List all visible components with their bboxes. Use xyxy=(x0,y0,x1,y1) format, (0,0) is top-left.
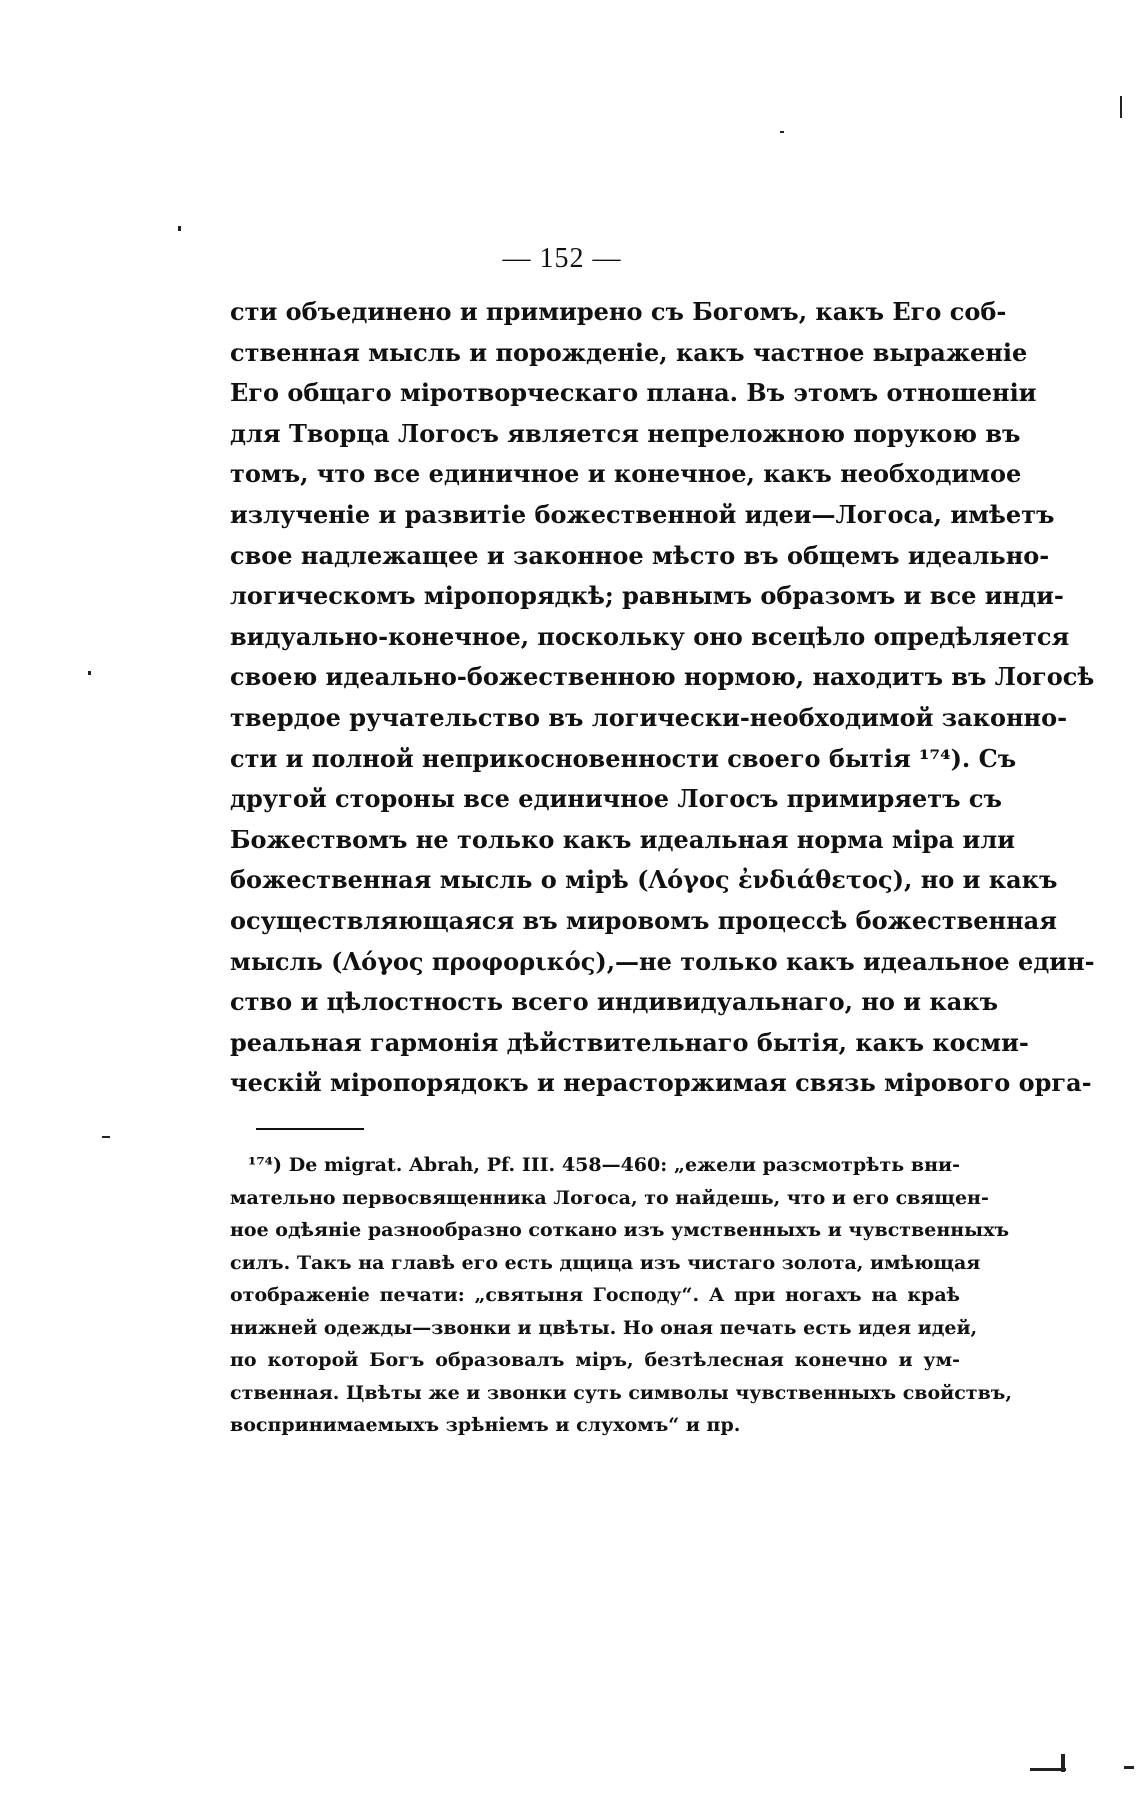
text-line: томъ, что все единичное и конечное, какъ необходимое xyxy=(230,459,1022,489)
text-line: осуществляющаяся въ мировомъ процессѣ божественная xyxy=(230,905,1057,935)
footnote-line: ное одѣяніе разнообразно соткано изъ умственныхъ и чувственныхъ xyxy=(230,1219,1010,1241)
footnote-line: отображеніе печати: „святыня Господу“. А при ногахъ на краѣ xyxy=(230,1284,960,1306)
text-line: божественная мысль о мірѣ (Λόγος ἐνδιάθετος), но и какъ xyxy=(230,865,1058,895)
footnote-line: ¹⁷⁴) De migrat. Abrah, Pf. III. 458—460: „ежели разсмотрѣть вни- xyxy=(248,1154,960,1176)
footnote-line: мательно первосвященника Логоса, то найдешь, что и его священ- xyxy=(230,1186,989,1209)
scan-speck xyxy=(178,226,181,231)
text-line: сти и полной неприкосновенности своего бытія ¹⁷⁴). Съ xyxy=(230,743,1017,773)
text-line: видуально-конечное, поскольку оно всецѣло опредѣляется xyxy=(230,621,1070,651)
page-number: — 152 — xyxy=(502,243,622,274)
footnote-line: воспринимаемыхъ зрѣніемъ и слухомъ“ и пр. xyxy=(230,1414,741,1436)
scan-speck xyxy=(102,1136,110,1138)
main-text xyxy=(230,292,1095,1104)
footnote-divider xyxy=(256,1128,364,1130)
text-line: логическомъ міропорядкѣ; равнымъ образомъ и все инди- xyxy=(230,581,1064,611)
text-line: Его общаго міротворческаго плана. Въ этомъ отношеніи xyxy=(230,378,1037,408)
text-line: для Творца Логосъ является непреложною порукою въ xyxy=(230,418,1021,448)
footnote-line: ственная. Цвѣты же и звонки суть символы чувственныхъ свойствъ, xyxy=(230,1381,1012,1404)
text-line: своею идеально-божественною нормою, находитъ въ Логосѣ xyxy=(230,662,1095,692)
text-line: ство и цѣлостность всего индивидуальнаго, но и какъ xyxy=(230,987,999,1017)
scan-speck xyxy=(1124,1766,1134,1769)
footnote-line: по которой Богъ образовалъ міръ, безтѣлесная конечно и ум- xyxy=(230,1349,960,1371)
scan-speck xyxy=(1061,1754,1065,1772)
footnote-line: силъ. Такъ на главѣ его есть дщица изъ чистаго золота, имѣющая xyxy=(230,1251,981,1274)
footnote xyxy=(230,1149,1012,1442)
text-line: сти объединено и примирено съ Богомъ, какъ Его соб- xyxy=(230,297,1007,326)
text-line: излученіе и развитіе божественной идеи—Логоса, имѣетъ xyxy=(230,499,1055,529)
scan-speck xyxy=(88,671,91,675)
text-line: реальная гармонія дѣйствительнаго бытія, какъ косми- xyxy=(230,1027,1029,1057)
scan-speck xyxy=(780,131,784,133)
scan-speck xyxy=(1120,96,1122,118)
text-line: Божествомъ не только какъ идеальная норма міра или xyxy=(230,824,1016,854)
text-line: ческій міропорядокъ и нерасторжимая связь мірового орга- xyxy=(230,1068,1092,1098)
text-line: свое надлежащее и законное мѣсто въ общемъ идеально- xyxy=(230,540,1050,570)
text-line: другой стороны все единичное Логосъ примиряетъ съ xyxy=(230,784,1002,814)
text-line: ственная мысль и порожденіе, какъ частное выраженіе xyxy=(230,337,1028,367)
footnote-line: нижней одежды—звонки и цвѣты. Но оная печать есть идея идей, xyxy=(230,1316,978,1339)
text-line: твердое ручательство въ логически-необходимой законно- xyxy=(230,702,1068,732)
text-line: мысль (Λόγος προφορικός),—не только какъ идеальное един- xyxy=(230,946,1095,976)
